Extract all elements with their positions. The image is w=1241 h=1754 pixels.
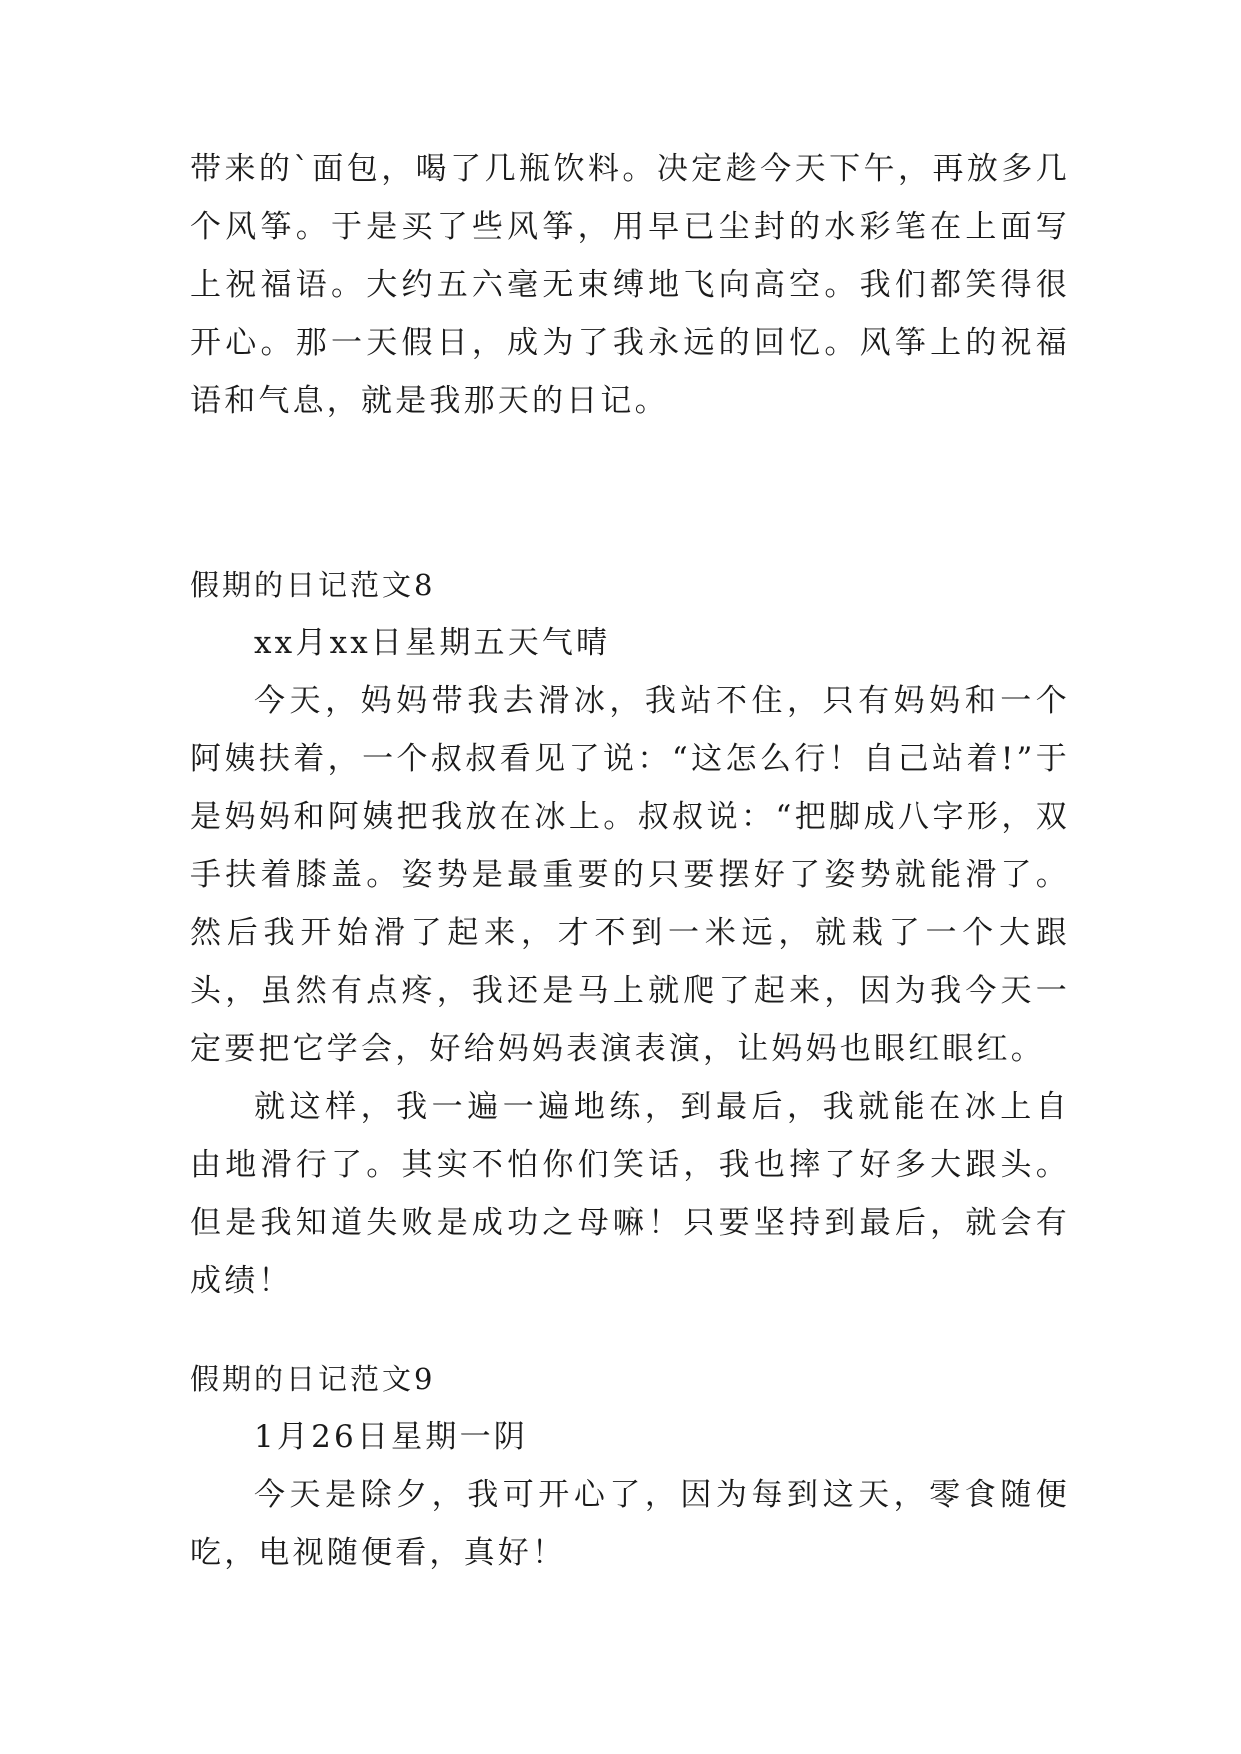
section-8-paragraph-1: 今天，妈妈带我去滑冰，我站不住，只有妈妈和一个阿姨扶着，一个叔叔看见了说：“这怎么行！自己站着!”于是妈妈和阿姨把我放在冰上。叔叔说：“把脚成八字形，双手扶着膝盖。姿势是最重要的只要摆好了姿势就能滑了。然后我开始滑了起来，才不到一米远，就栽了一个大跟头，虽然有点疼，我还是马上就爬了起来，因为我今天一定要把它学会，好给妈妈表演表演，让妈妈也眼红眼红。	[190, 683, 1070, 1067]
intro-paragraph: 带来的`面包，喝了几瓶饮料。决定趁今天下午，再放多几个风筝。于是买了些风筝，用早已尘封的水彩笔在上面写上祝福语。大约五六毫无束缚地飞向高空。我们都笑得很开心。那一天假日，成为了我永远的回忆。风筝上的祝福语和气息，就是我那天的日记。	[190, 151, 1070, 419]
section-9-paragraph-1: 今天是除夕，我可开心了，因为每到这天，零食随便吃，电视随便看，真好！	[190, 1477, 1070, 1571]
section-8-title: 假期的日记范文8	[190, 568, 436, 602]
section-8-paragraph-2: 就这样，我一遍一遍地练，到最后，我就能在冰上自由地滑行了。其实不怕你们笑话，我也摔了好多大跟头。但是我知道失败是成功之母嘛！只要坚持到最后，就会有成绩！	[190, 1089, 1070, 1299]
section-spacer	[190, 430, 1070, 556]
section-8-date-line: xx月xx日星期五天气晴	[254, 625, 611, 661]
document-page	[190, 140, 1070, 1582]
section-spacer	[190, 1310, 1070, 1350]
section-9-date-line: 1月26日星期一阴	[254, 1419, 528, 1455]
section-9-title: 假期的日记范文9	[190, 1362, 436, 1396]
